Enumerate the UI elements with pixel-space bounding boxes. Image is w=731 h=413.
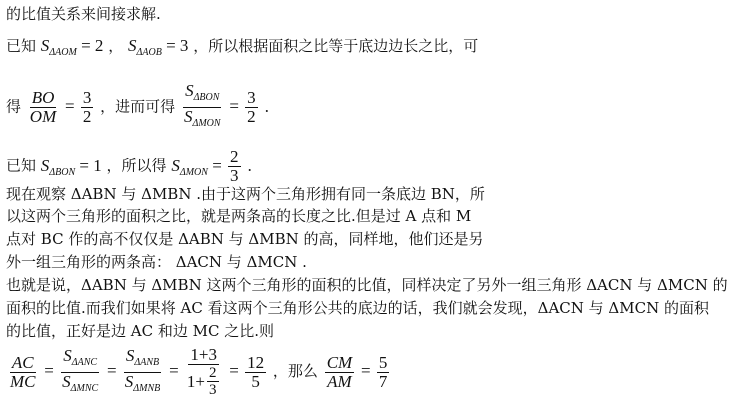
- text-line-10: 面积的比值.而我们如果将 AC 看这两个三角形公共的底边的话，我们就会发现，ΔACN 与 ΔMCN 的面积: [6, 299, 709, 317]
- area-symbol: S: [128, 36, 137, 55]
- area-value: = 3: [161, 36, 189, 55]
- text-further: ，进而可得: [100, 97, 176, 116]
- text-reasoning: ，所以根据面积之比等于底边边长之比，可: [193, 37, 479, 55]
- fraction-area-anb-mnb: $\frac{S_{\Delta ANB}}{S_{\Delta MNB}}$: [124, 345, 161, 394]
- fraction-12-5: $\frac{12}{5}$: [247, 352, 265, 391]
- text-line-9: 也就是说，ΔABN 与 ΔMBN 这两个三角形的面积的比值，同样决定了另外一组三角形 ΔACN 与 ΔMCN 的: [6, 276, 728, 294]
- text-comma: ，: [108, 37, 124, 55]
- fraction-3-2: $\frac{3}{2}$: [82, 88, 92, 126]
- fraction-compound: 1+3 1+ $\frac{2}{3}$: [186, 345, 217, 398]
- area-symbol: S: [40, 36, 50, 55]
- area-value: = 2: [76, 36, 104, 55]
- fraction-area-bon-mon: $\frac{S_{\Delta BON}}{S_{\Delta MON}}$: [183, 81, 221, 129]
- fraction-2-3-inner: $\frac{2}{3}$: [209, 365, 217, 398]
- text-line-2: [6, 36, 478, 63]
- area-subscript: ΔAOM: [49, 47, 77, 58]
- text-line-11: 的比值，正好是边 AC 和边 MC 之比.则: [6, 322, 274, 340]
- text-get: 得: [6, 97, 22, 116]
- fraction-ac-mc: $\frac{AC}{MC}$: [10, 352, 36, 391]
- fraction-area-anc-mnc: $\frac{S_{\Delta ANC}}{S_{\Delta MNC}}$: [62, 345, 99, 394]
- text-known: 已知: [6, 37, 37, 55]
- text-then: ，那么: [272, 362, 318, 380]
- text-line-5: 现在观察 ΔABN 与 ΔMBN .由于这两个三角形拥有同一条底边 BN，所: [6, 185, 485, 203]
- text-line-1: 的比值关系来间接求解.: [6, 5, 161, 23]
- text-line-7: 点对 BC 作的高不仅仅是 ΔABN 与 ΔMBN 的高，同样地，他们还是另: [6, 230, 484, 248]
- text-line-4: 已知 $S_{\Delta BON} = 1$ ，所以得 $S_{\Delta MON}$ = $\frac{2}{3}$ ．: [6, 147, 263, 185]
- fraction-3-2: $\frac{3}{2}$: [247, 88, 256, 126]
- text-line-6: 以这两个三角形的面积之比，就是两条高的长度之比.但是过 A 点和 M: [6, 207, 472, 225]
- fraction-5-7: $\frac{5}{7}$: [378, 352, 388, 391]
- text-line-12: $\frac{AC}{MC}$ = $\frac{S_{\Delta ANC}}{S_{\Delta MNC}}$ = $\frac{S_{\Delta ANB}}{S_{\Delta MNB}}$ = 1+3 1+ $\frac{2}{3}$ = $\frac{12}{5}$ ，那么 $\frac{CM}{AM}$ = $\frac{5}{7}$: [10, 345, 388, 398]
- fraction-bo-om: $\frac{BO}{OM}$: [29, 88, 57, 126]
- fraction-cm-am: $\frac{CM}{AM}$: [326, 352, 353, 391]
- text-line-3: 得 $\frac{BO}{OM}$ = $\frac{3}{2}$ ，进而可得 $\frac{S_{\Delta BON}}{S_{\Delta MON}}$ = $\frac{3}{2}$ ．: [6, 82, 279, 133]
- area-subscript: ΔAOB: [136, 47, 162, 58]
- text-line-8: 外一组三角形的两条高： ΔACN 与 ΔMCN .: [6, 253, 307, 271]
- fraction-2-3: $\frac{2}{3}$: [230, 147, 239, 185]
